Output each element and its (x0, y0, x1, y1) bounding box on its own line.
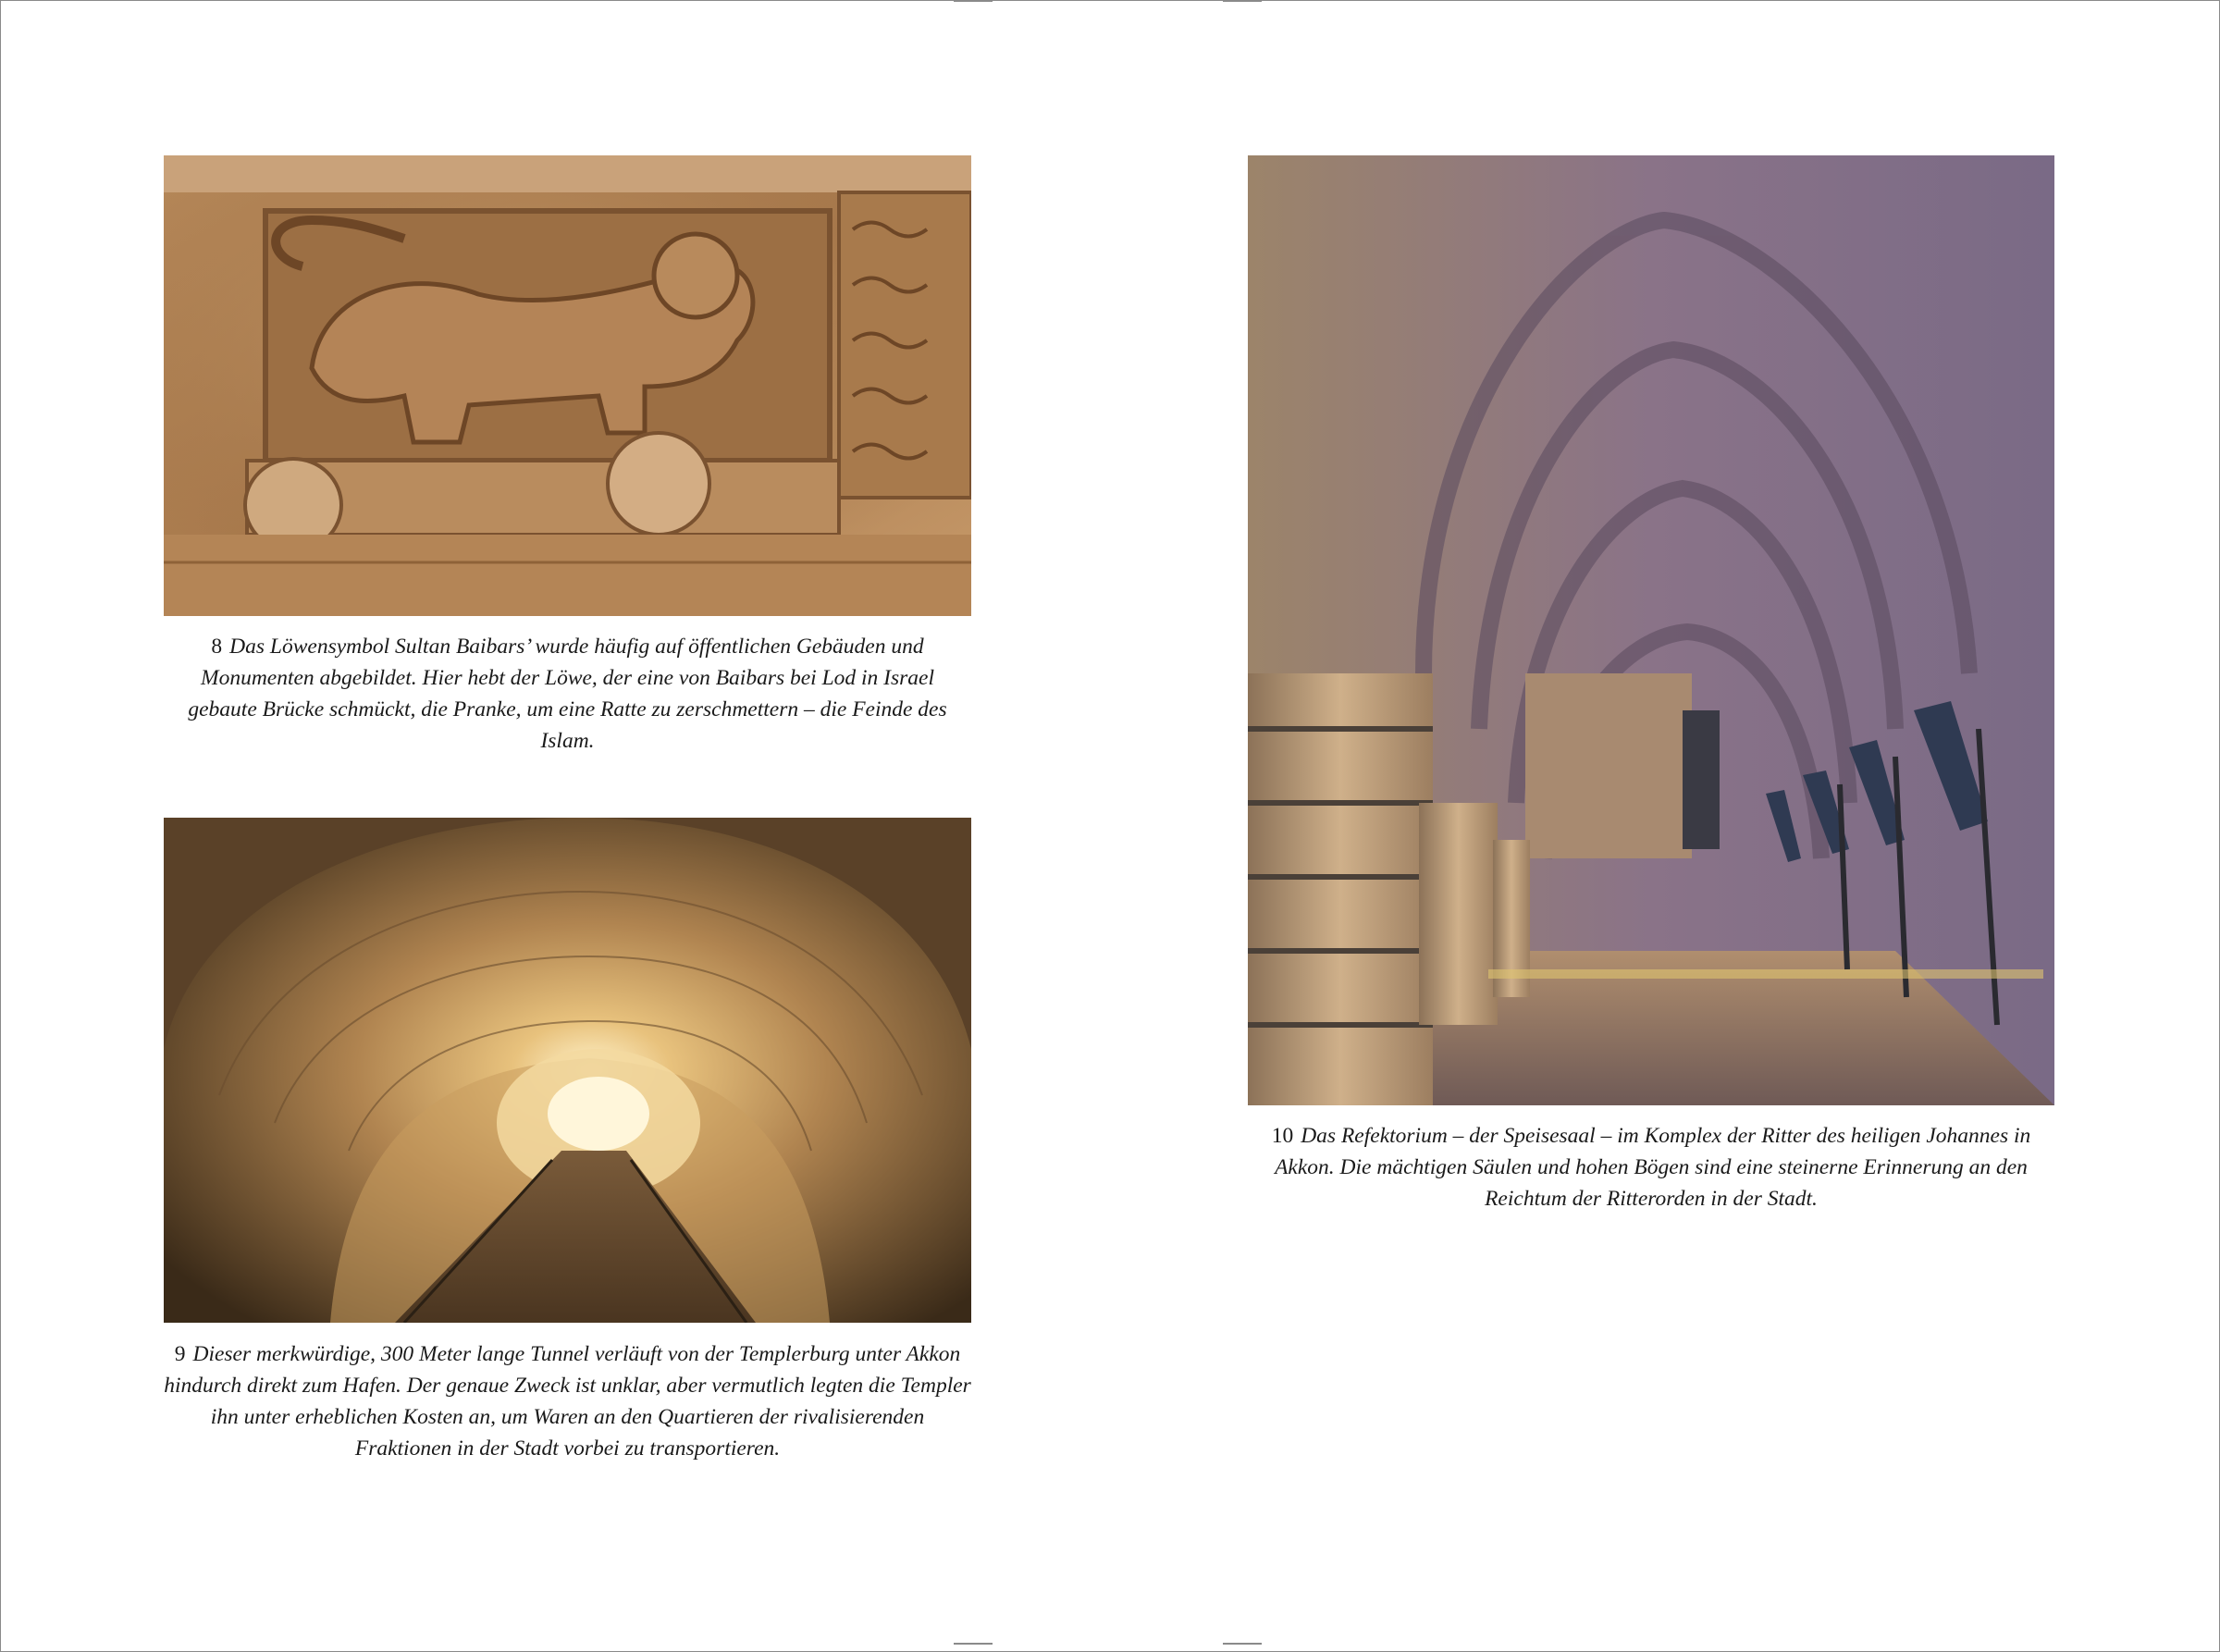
figure-10-caption (1248, 1120, 2054, 1214)
crop-mark (1223, 1643, 1262, 1645)
figure-8-caption (164, 631, 971, 757)
figure-8-text: Das Löwensymbol Sultan Baibars’ wurde häufig auf öffentlichen Gebäuden und Monumenten abgebildet. Hier hebt der Löwe, der eine von Baibars bei Lod in Israel gebaute Brücke schmückt, die Pranke, um eine Ratte zu zerschmettern – die Feinde des Islam. (188, 635, 947, 753)
figure-10-text: Das Refektorium – der Speisesaal – im Komplex der Ritter des heiligen Johannes in Akkon. Die mächtigen Säulen und hohen Bögen sind eine steinerne Erinnerung an den Reichtum der Ritterorden in der Stadt. (1275, 1124, 2031, 1211)
lion-relief-photo (164, 155, 971, 616)
figure-9-text: Dieser merkwürdige, 300 Meter lange Tunnel verläuft von der Templerburg unter Akkon hindurch direkt zum Hafen. Der genaue Zweck ist unklar, aber vermutlich legten die Templer ihn unter erheblichen Kosten an, um Waren an den Quartieren der rivalisierenden Fraktionen in der Stadt vorbei zu transportieren. (164, 1342, 971, 1461)
crop-mark (1223, 0, 1262, 2)
tunnel-photo (164, 818, 971, 1323)
figure-8-number: 8 (211, 635, 223, 659)
figure-10-number: 10 (1271, 1124, 1294, 1148)
crop-mark (954, 0, 993, 2)
crop-mark (954, 1643, 993, 1645)
figure-9-caption (164, 1338, 971, 1464)
refectory-photo (1248, 155, 2054, 1105)
figure-9-number: 9 (174, 1342, 186, 1366)
